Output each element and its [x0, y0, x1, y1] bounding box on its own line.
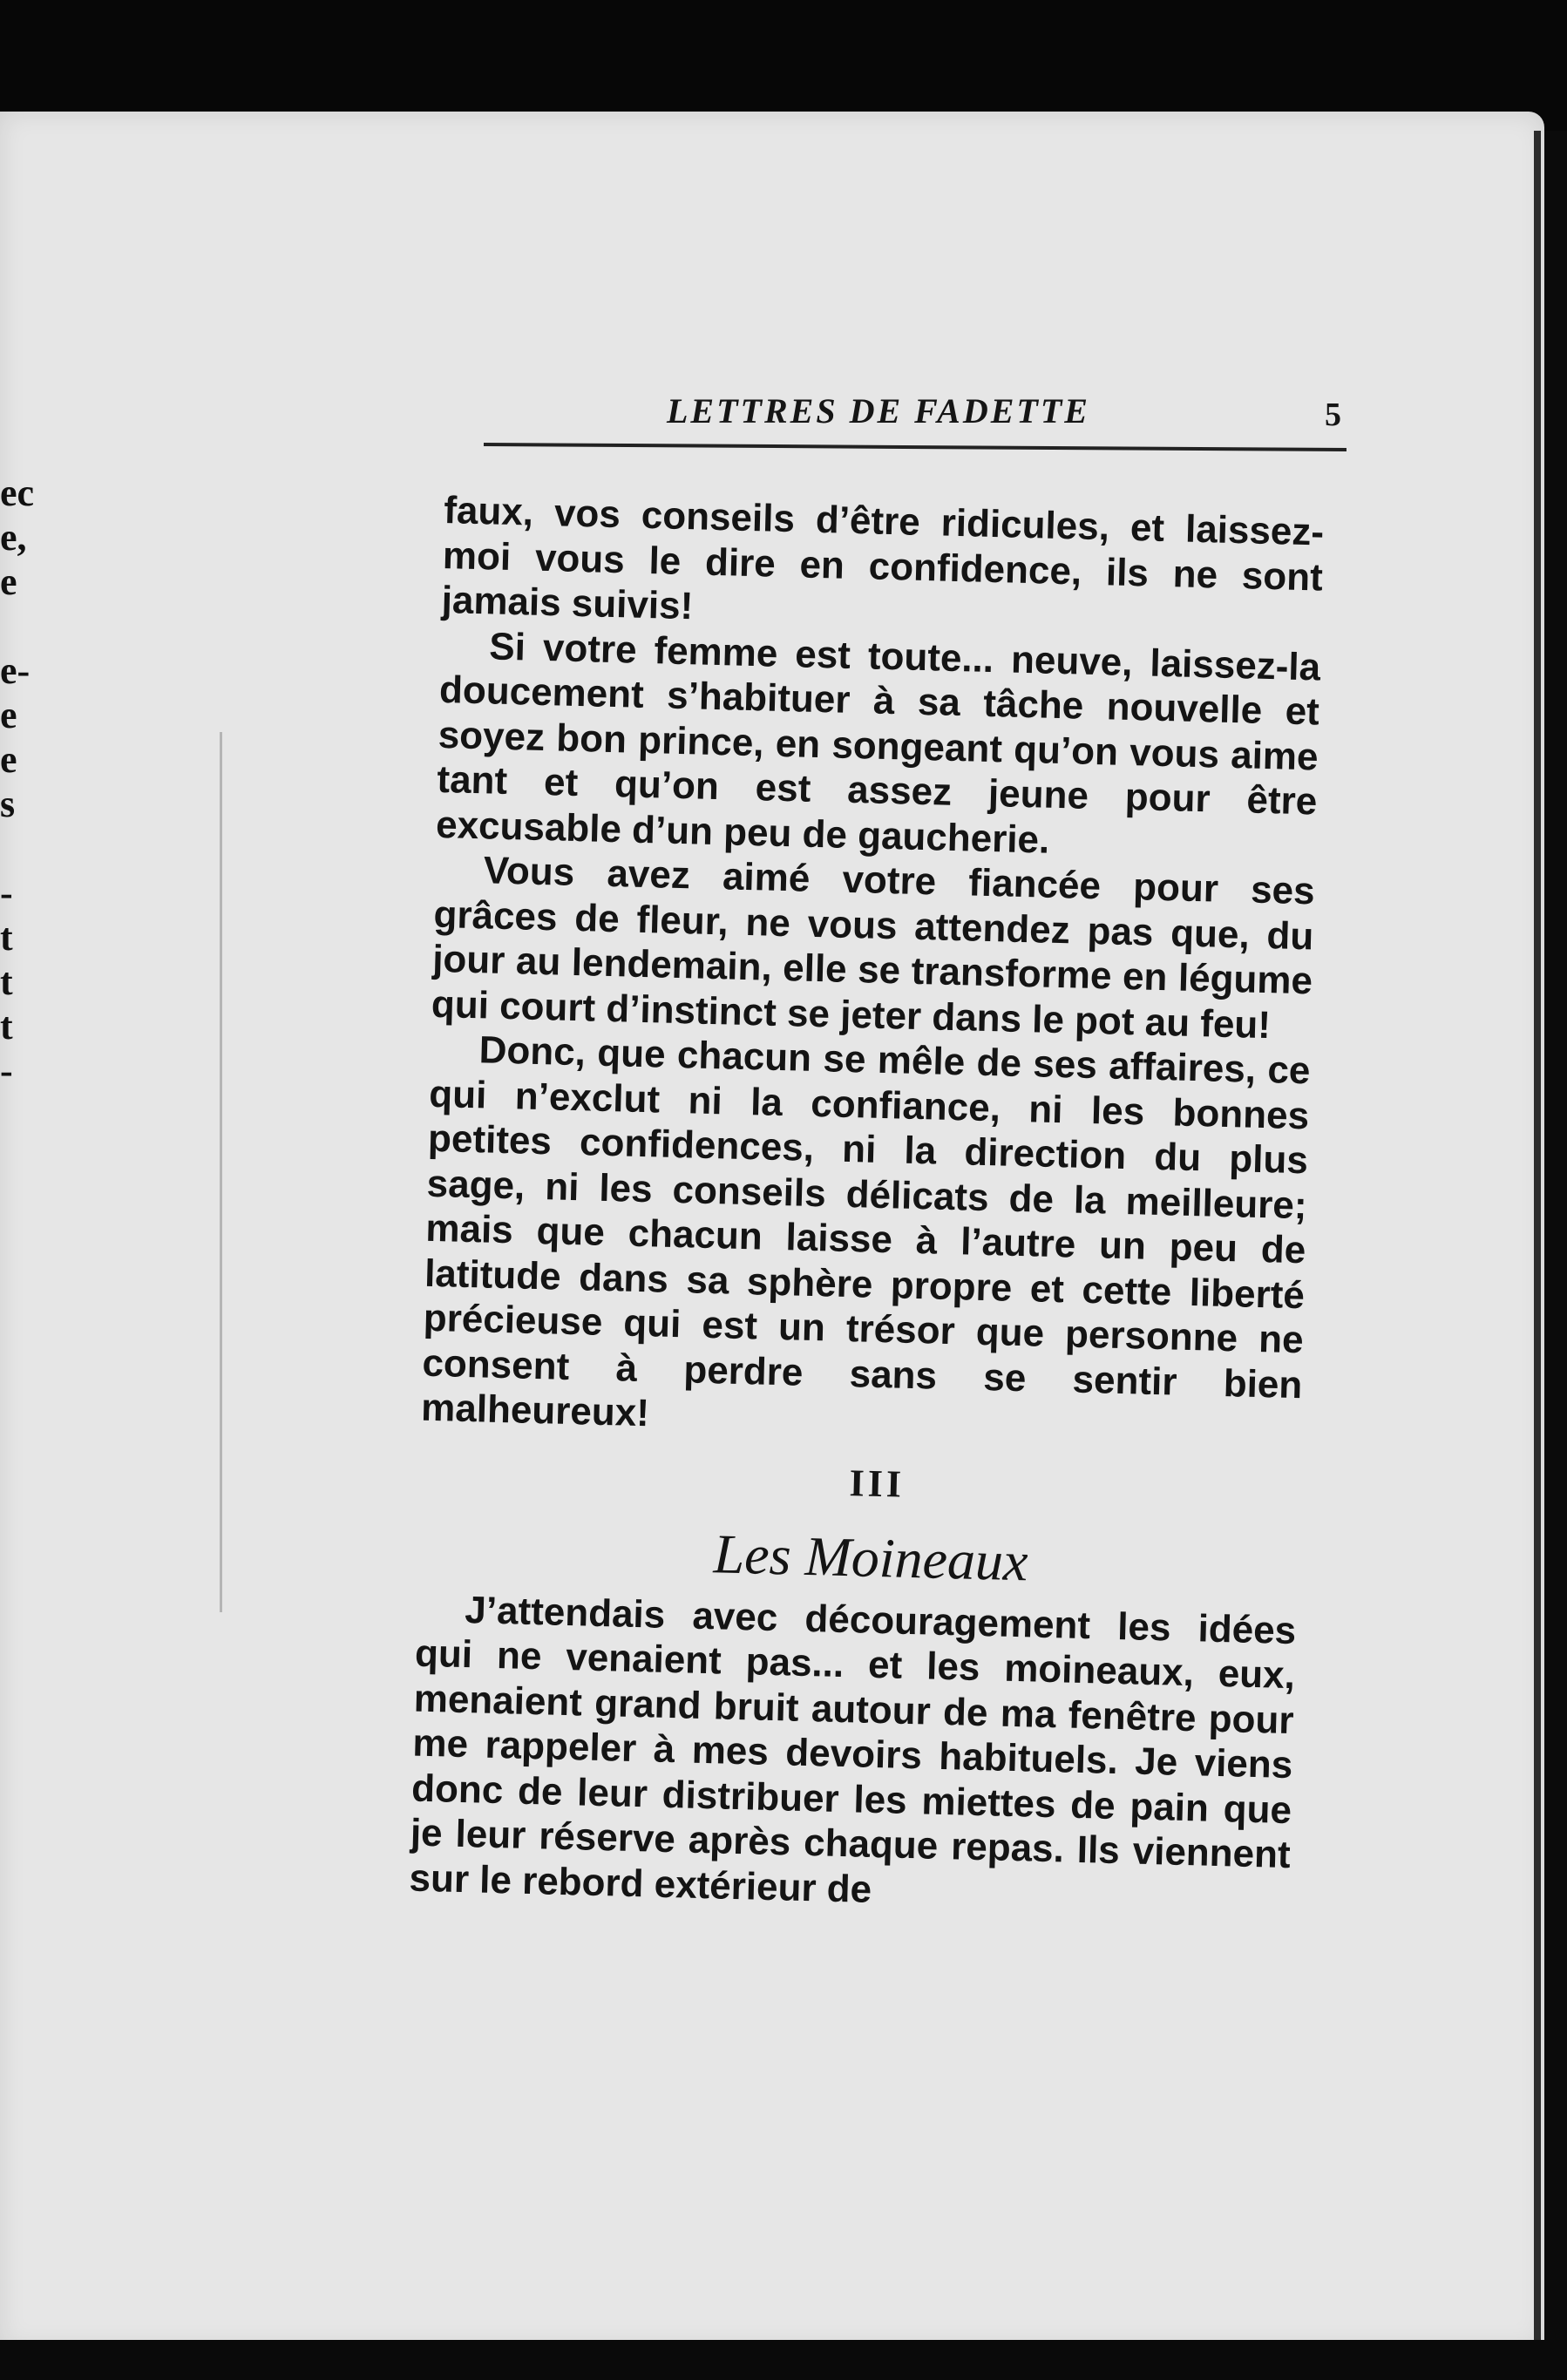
paragraph: faux, vos conseils d’être ridicules, et laissez-moi vous le dire en confidence, ils ne sont jamais suivis!: [441, 488, 1325, 628]
page-edge: [1534, 131, 1541, 2353]
margin-fragment: t: [0, 1005, 13, 1048]
paragraph: Vous avez aimé votre fiancée pour ses grâces de fleur, ne vous attendez pas que, du jour au lendemain, elle se transforme en légume qui court d’instinct se jeter dans le pot au feu!: [431, 849, 1316, 1047]
margin-fragment: e-: [0, 649, 31, 692]
section-title: Les Moineaux: [712, 1522, 1029, 1593]
body-text: [409, 488, 1325, 1922]
scan-background-bottom: [0, 2340, 1567, 2380]
previous-page-fragments: [0, 471, 35, 1255]
page-number: 5: [1325, 397, 1341, 433]
margin-fragment: ec: [0, 471, 35, 514]
paragraph: Si votre femme est toute... neuve, laissez-la doucement s’habituer à sa tâche nouvelle et soyez bon prince, en songeant qu’on vous aime tant et qu’on est assez jeune pour être excusable d’un peu de gaucherie.: [435, 624, 1321, 862]
margin-fragment: t: [0, 960, 13, 1003]
margin-fragment: s: [0, 783, 16, 825]
margin-fragment: e,: [0, 516, 27, 559]
paragraph: Donc, que chacun se mêle de ses affaires, ce qui n’exclut ni la confiance, ni les bonnes petites confidences, ni la direction du plus sage, ni les conseils délicats de la meilleure; mais que chacun laisse à l’autre un peu de latitude dans sa sphère propre et cette liberté précieuse qui est un trésor que personne ne consent à perdre sans se sentir bien malheureux!: [420, 1028, 1312, 1435]
margin-fragment: -: [0, 1049, 13, 1092]
margin-fragment: e: [0, 694, 17, 736]
margin-fragment: -: [0, 871, 13, 914]
margin-fragment: e: [0, 738, 17, 781]
margin-fragment: t: [0, 916, 13, 959]
binding-gutter-line: [220, 732, 222, 1612]
margin-fragment: [0, 604, 35, 648]
paragraph: J’attendais avec découragement les idées qui ne venaient pas... et les moineaux, eux, menaient grand bruit autour de ma fenêtre pour me rappeler à mes devoirs habituels. Je viens donc de leur distribuer les miettes de pain que je leur réserve après chaque repas. Ils viennent sur le rebord extérieur de: [409, 1588, 1297, 1911]
page-header: [479, 390, 1351, 443]
section-number: III: [848, 1461, 906, 1506]
running-title: LETTRES DE FADETTE: [667, 391, 1090, 431]
margin-fragment: e: [0, 560, 17, 603]
margin-fragment: [0, 826, 35, 871]
